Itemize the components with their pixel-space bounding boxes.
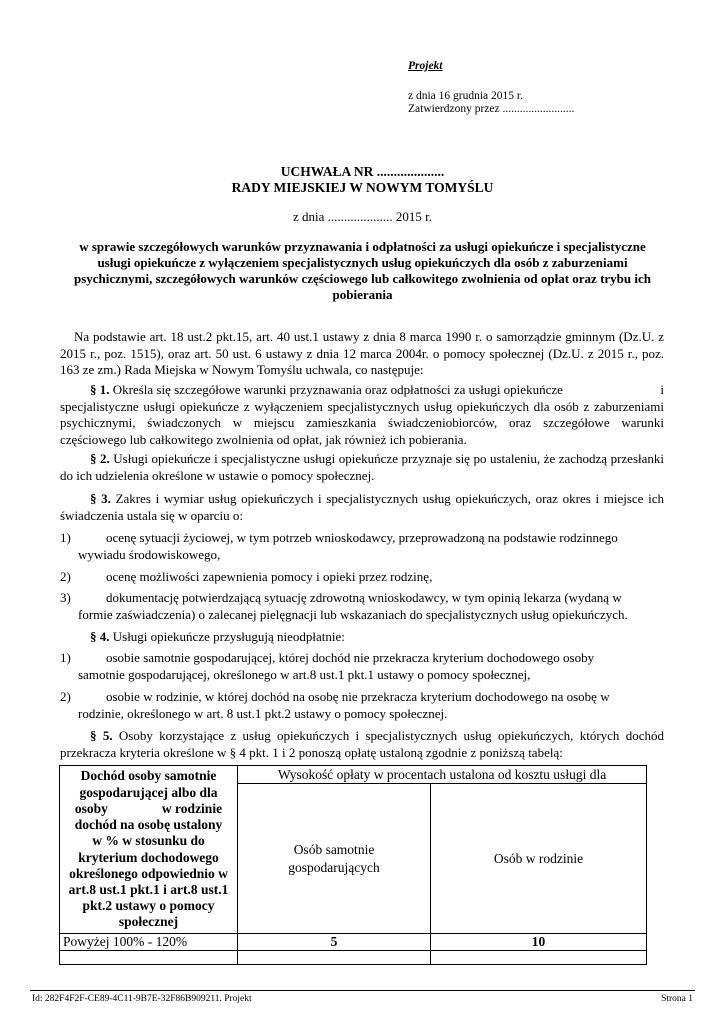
list-text-cont: samotnie gospodarującej, określonego w art.8 ust.1 pkt.1 ustawy o pomocy społecznej, (78, 666, 531, 682)
row-range: Powyżej 100% - 120% (60, 934, 238, 951)
section-5-label: § 5. (90, 728, 113, 743)
subject-line: usługi opiekuńcze z wyłączeniem specjalistycznych usług opiekuńczych dla osób z zaburzeniami (97, 255, 628, 270)
project-label: Projekt (408, 60, 443, 72)
head-line: w % w stosunku do (92, 833, 205, 849)
table-row-empty (60, 951, 647, 965)
council-name: RADY MIEJSKIEJ W NOWYM TOMYŚLU (231, 180, 494, 195)
head-line: pkt.2 ustawy o pomocy (82, 898, 215, 914)
list-item (60, 530, 664, 563)
list-number: 2) (60, 689, 71, 704)
list-item (60, 569, 664, 586)
empty-cell (431, 951, 647, 965)
section-3-label: § 3. (90, 491, 111, 506)
list-number: 1) (60, 650, 71, 665)
section-3 (60, 491, 664, 524)
table-head-fee: Wysokość opłaty w procentach ustalona od kosztu usługi dla (238, 766, 647, 784)
footer-divider (30, 990, 695, 991)
section-4-label: § 4. (90, 629, 110, 644)
row-family: 10 (431, 934, 647, 951)
list-item (60, 650, 664, 683)
col-single-line: Osób samotnie (293, 841, 375, 857)
col-single-line: gospodarujących (288, 859, 380, 875)
page-number: Strona 1 (661, 994, 693, 1004)
section-2-text: Usługi opiekuńcze i specjalistyczne usługi opiekuńcze przyznaje się po ustaleniu, że zachodzą przesłanki do ich udzielenia określone w ustawie o pomocy społecznej. (60, 451, 665, 483)
head-line: społecznej (118, 914, 179, 930)
head-line: dochód na osobę ustalony (74, 817, 223, 833)
section-1-text: Określa się szczegółowe warunki przyznawania oraz odpłatności za usługi opiekuńcze (109, 382, 563, 397)
list-number: 2) (60, 569, 71, 584)
table-head-income (60, 766, 238, 934)
subject (0, 239, 725, 303)
approved-by: Zatwierdzony przez ......................... (408, 103, 575, 115)
section-1-rest: specjalistyczne usługi opiekuńcze z wyłączeniem specjalistycznych usług opiekuńczych dla osób z zaburzeniami psychicznymi, świadczonych w miejscu zamieszkania świadczeniobiorców, oraz szczegółowe warunki częściowego lub całkowitego zwolnienia od opłat, jak również ich pobierania. (60, 398, 664, 447)
section-2-label: § 2. (90, 451, 110, 466)
section-4 (60, 629, 664, 646)
preamble: Na podstawie art. 18 ust.2 pkt.15, art. 40 ust.1 ustawy z dnia 8 marca 1990 r. o samorządzie gminnym (Dz.U. z 2015 r., poz. 1515), oraz art. 50 ust. 6 ustawy z dnia 12 marca 2004r. o pomocy społecznej (Dz.U. z 2015 r., poz. 163 ze zm.) Rada Miejska w Nowym Tomyślu uchwala, co następuje: (60, 329, 664, 377)
section-2 (60, 451, 664, 484)
row-single: 5 (238, 934, 431, 951)
table-row (60, 934, 647, 951)
document-id: Id: 282F4F2F-CE89-4C11-9B7E-32F86B909211. Projekt (32, 994, 252, 1004)
project-date: z dnia 16 grudnia 2015 r. (408, 90, 523, 102)
resolution-number: UCHWAŁA NR .................... (280, 164, 445, 179)
list-item (60, 689, 664, 722)
head-line: gospodarującej albo dla (79, 784, 218, 800)
list-text-cont: wywiadu środowiskowego, (78, 546, 221, 562)
section-5-text: Osoby korzystające z usług opiekuńczych i specjalistycznych usług opiekuńczych, których dochód przekracza kryteria określone w § 4 pkt. 1 i 2 ponoszą opłatę ustaloną zgodnie z poniższą tabelą: (60, 728, 665, 760)
list-number: 1) (60, 530, 71, 545)
col-family: Osób w rodzinie (431, 784, 647, 934)
subject-line: pobierania (332, 287, 393, 302)
list-text: osobie w rodzinie, w której dochód na osobę nie przekracza kryterium dochodowego na osobę w (106, 689, 610, 704)
section-3-text: Zakres i wymiar usług opiekuńczych i specjalistycznych usług opiekuńczych, oraz okres i miejsce ich świadczenia ustala się w oparciu o: (60, 491, 664, 523)
fee-table (59, 765, 647, 965)
subject-line: psychicznymi, szczegółowych warunków częściowego lub całkowitego zwolnienia od opłat oraz trybu ich (73, 271, 651, 286)
resolution-date: z dnia .................... 2015 r. (292, 209, 432, 224)
section-1-label: § 1. (90, 382, 110, 397)
empty-cell (60, 951, 238, 965)
section-5 (60, 728, 664, 761)
section-1 (60, 382, 664, 448)
head-line: kryterium dochodowego (78, 849, 219, 865)
list-text-cont: formie zaświadczenia) o zalecanej pielęgnacji lub wskazaniach do specjalistycznych usług opiekuńczych. (78, 606, 628, 622)
list-text: ocenę sytuacji życiowej, w tym potrzeb wnioskodawcy, przeprowadzoną na podstawie rodzinnego (106, 530, 618, 545)
list-text-cont: rodzinie, określonego w art. 8 ust.1 pkt.2 ustawy o pomocy społecznej. (78, 705, 448, 721)
head-line: osoby w rodzinie (74, 800, 223, 816)
section-4-text: Usługi opiekuńcze przysługują nieodpłatnie: (109, 629, 345, 644)
head-line: Dochód osoby samotnie (80, 768, 217, 784)
list-number: 3) (60, 590, 71, 605)
section-1-i: i (660, 382, 664, 397)
empty-cell (238, 951, 431, 965)
subject-line: w sprawie szczegółowych warunków przyznawania i odpłatności za usługi opiekuńcze i specjalistyczne (79, 239, 646, 254)
list-text: ocenę możliwości zapewnienia pomocy i opieki przez rodzinę, (106, 569, 433, 584)
col-single-households (238, 784, 431, 934)
list-text: dokumentację potwierdzającą sytuację zdrowotną wnioskodawcy, w tym opinią lekarza (wydaną w (106, 590, 622, 605)
list-text: osobie samotnie gospodarującej, której dochód nie przekracza kryterium dochodowego osoby (106, 650, 595, 665)
list-item (60, 590, 664, 623)
head-line: określonego odpowiednio w (69, 865, 228, 881)
head-line: art.8 ust.1 pkt.1 i art.8 ust.1 (68, 881, 229, 897)
